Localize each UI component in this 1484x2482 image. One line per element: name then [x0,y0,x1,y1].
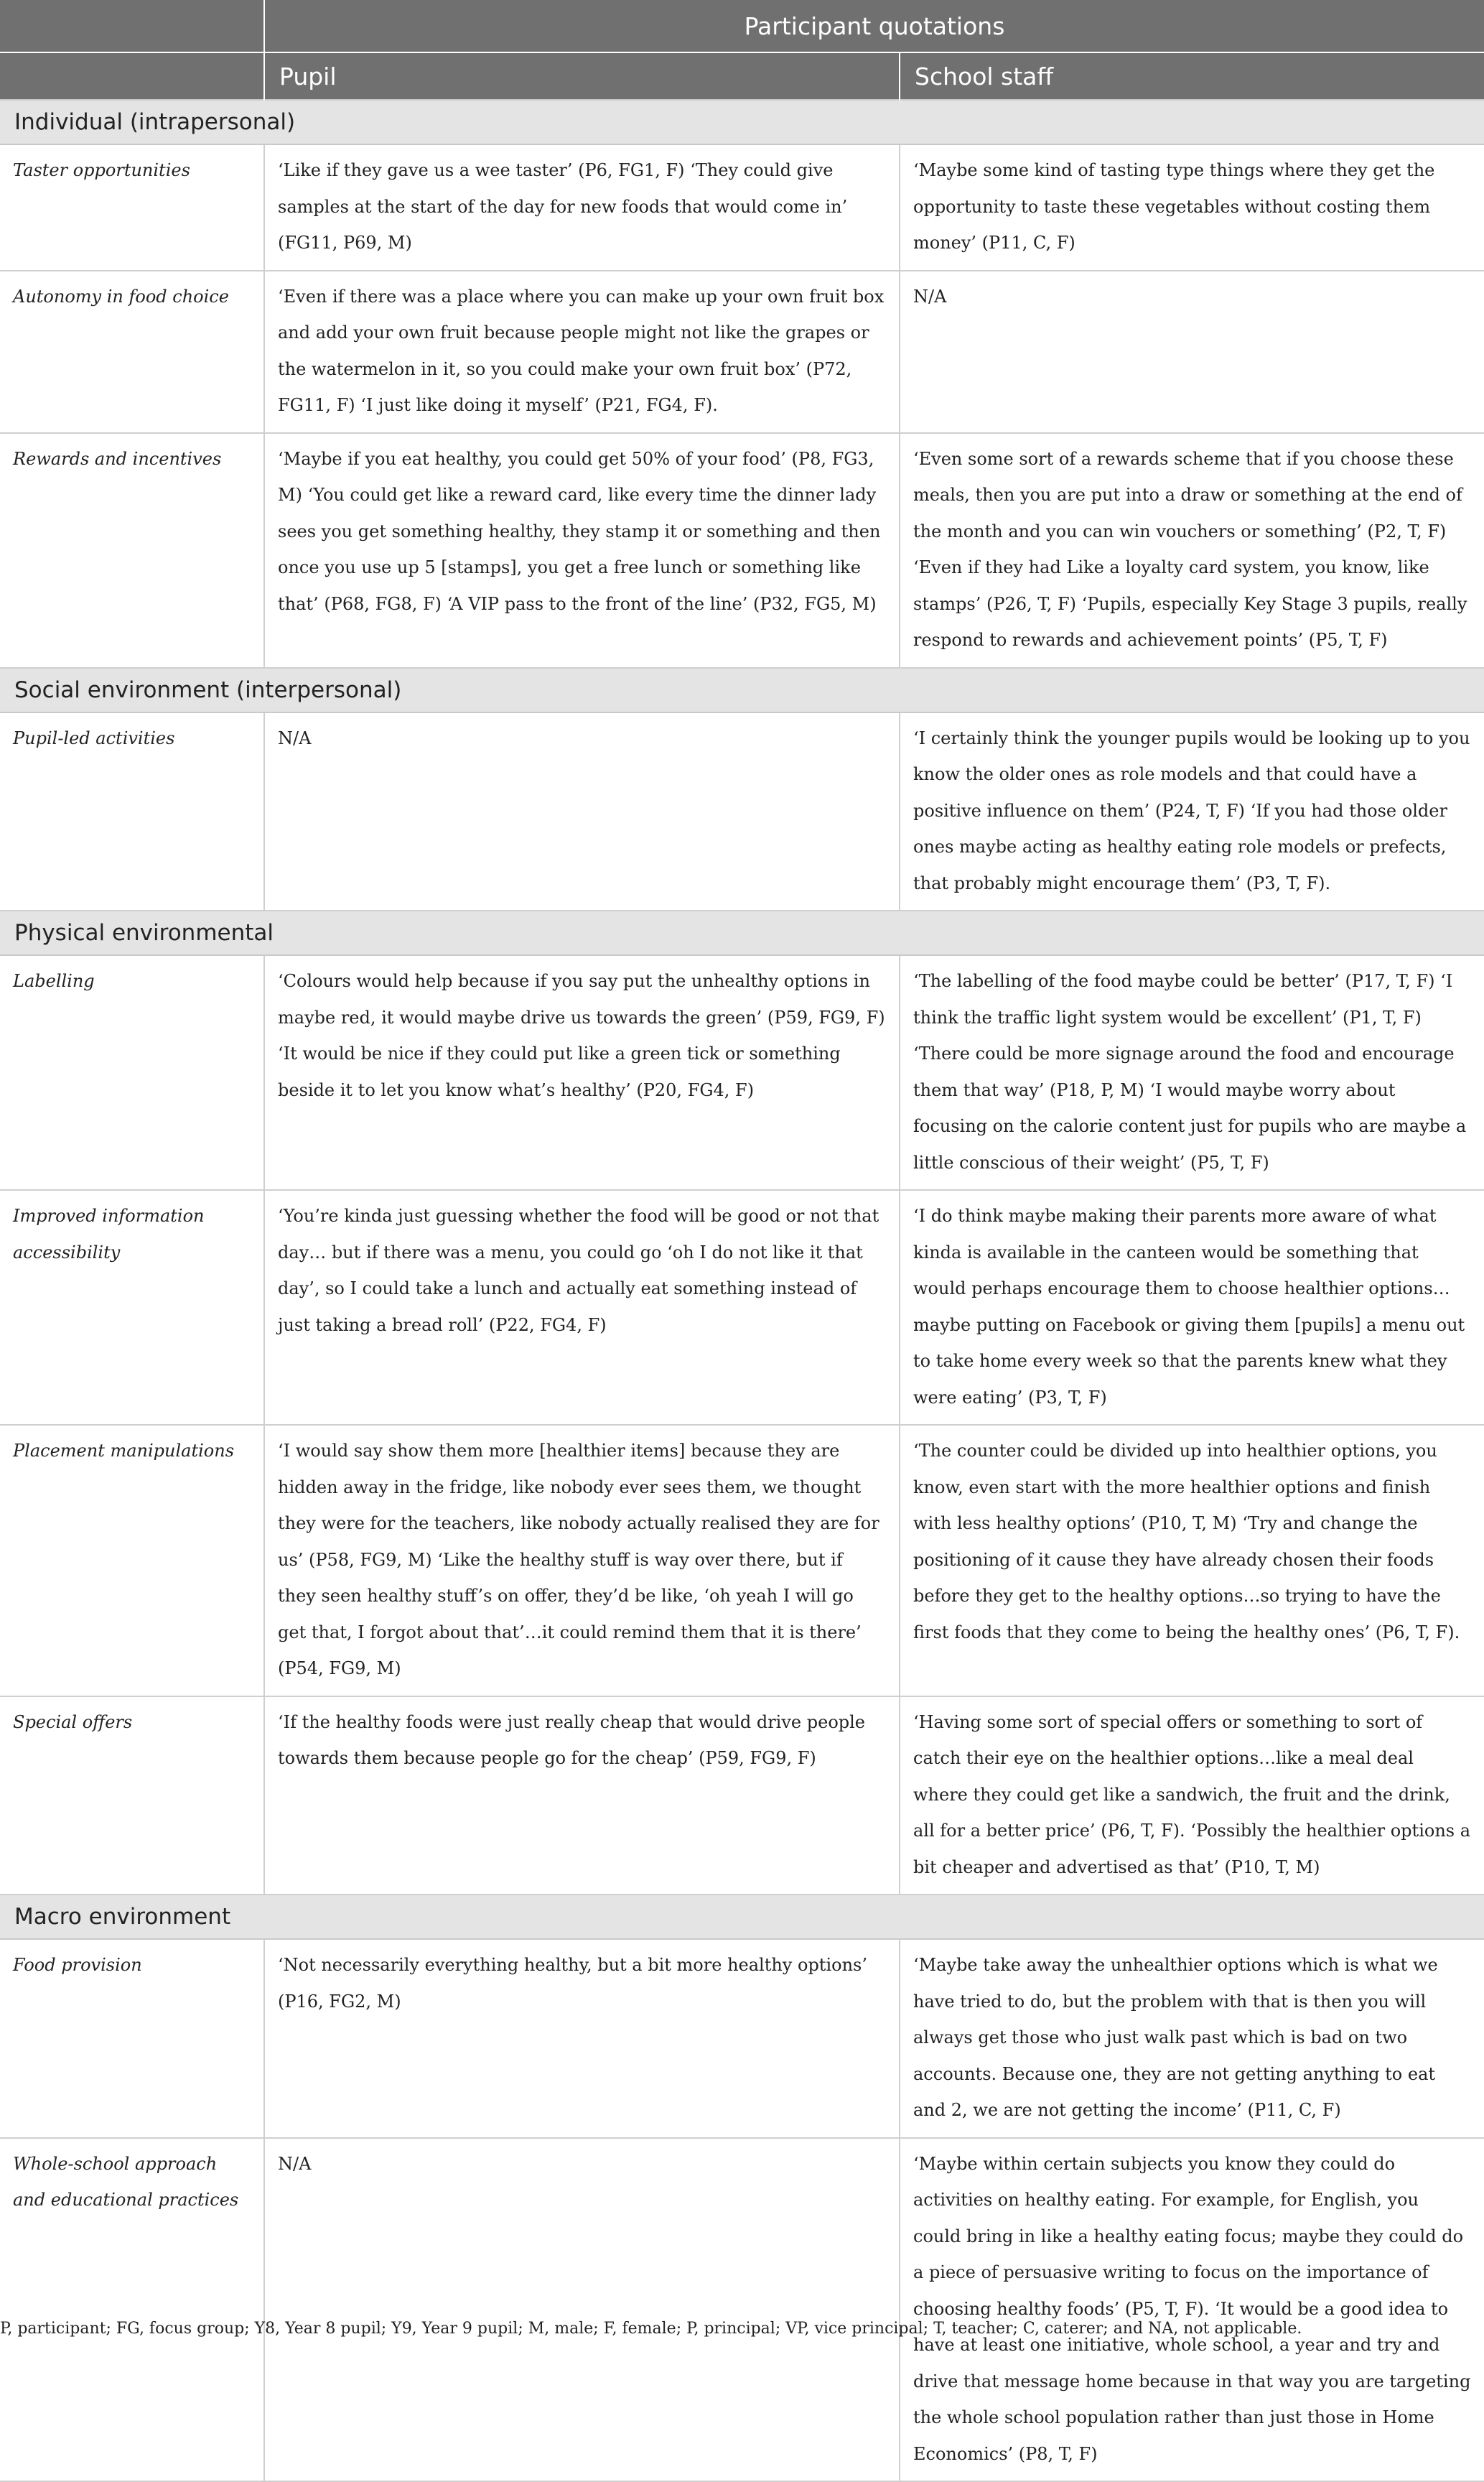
section-row [0,911,1484,955]
table-body [0,100,1484,2481]
header-corner [0,0,264,52]
section-row [0,1895,1484,1939]
table-footnote: P, participant; FG, focus group; Y8, Year 8 pupil; Y9, Year 9 pupil; M, male; F, female; P, principal; VP, vice principal; T, teacher; C, caterer; and NA, not applicable. [0,2320,1302,2338]
section-title: Individual (intrapersonal) [0,100,1484,144]
pupil-quote-cell: ‘Even if there was a place where you can make up your own fruit box and add your own fruit because people might not like the grapes or the watermelon in it, so you could make your own fruit box’ (P72, FG11, F) ‘I just like doing it myself’ (P21, FG4, F). [264,271,900,433]
pupil-quote-cell: N/A [264,712,900,911]
table-row [0,271,1484,433]
header-row-main [0,0,1484,52]
table-row [0,144,1484,271]
section-title: Physical environmental [0,911,1484,955]
staff-quote-cell: ‘The counter could be divided up into healthier options, you know, even start with the more healthier options and finish with less healthy options’ (P10, T, M) ‘Try and change the positioning of it cause they have already chosen their foods before they get to the healthy options…so trying to have the first foods that they come to being the healthy ones’ (P6, T, F). [900,1425,1484,1696]
theme-cell: Improved information accessibility [0,1190,264,1425]
table-row [0,1190,1484,1425]
table-row [0,1425,1484,1696]
theme-cell: Autonomy in food choice [0,271,264,433]
pupil-quote-cell: ‘Like if they gave us a wee taster’ (P6, FG1, F) ‘They could give samples at the start of the day for new foods that would come in’ (FG11, P69, M) [264,144,900,271]
pupil-quote-cell: ‘Not necessarily everything healthy, but a bit more healthy options’ (P16, FG2, M) [264,1939,900,2138]
staff-quote-cell: ‘Having some sort of special offers or something to sort of catch their eye on the healthier options…like a meal deal where they could get like a sandwich, the fruit and the drink, all for a better price’ (P6, T, F). ‘Possibly the healthier options a bit cheaper and advertised as that’ (P10, T, M) [900,1696,1484,1895]
theme-cell: Whole-school approach and educational practices [0,2138,264,2482]
theme-cell: Pupil-led activities [0,712,264,911]
pupil-quote-cell: ‘You’re kinda just guessing whether the food will be good or not that day… but if there was a menu, you could go ‘oh I do not like it that day’, so I could take a lunch and actually eat something instead of just taking a bread roll’ (P22, FG4, F) [264,1190,900,1425]
header-participant-quotations: Participant quotations [264,0,1484,52]
pupil-quote-cell: ‘I would say show them more [healthier items] because they are hidden away in the fridge, like nobody ever sees them, we thought they were for the teachers, like nobody actually realised they are for us’ (P58, FG9, M) ‘Like the healthy stuff is way over there, but if they seen healthy stuff’s on offer, they’d be like, ‘oh yeah I will go get that, I forgot about that’…it could remind them that it is there’ (P54, FG9, M) [264,1425,900,1696]
section-row [0,668,1484,712]
table-row [0,1696,1484,1895]
pupil-quote-cell: ‘Maybe if you eat healthy, you could get 50% of your food’ (P8, FG3, M) ‘You could get like a reward card, like every time the dinner lady sees you get something healthy, they stamp it or something and then once you use up 5 [stamps], you get a free lunch or something like that’ (P68, FG8, F) ‘A VIP pass to the front of the line’ (P32, FG5, M) [264,433,900,668]
theme-cell: Labelling [0,955,264,1190]
section-title: Social environment (interpersonal) [0,668,1484,712]
section-title: Macro environment [0,1895,1484,1939]
staff-quote-cell: ‘Maybe within certain subjects you know they could do activities on healthy eating. For example, for English, you could bring in like a healthy eating focus; maybe they could do a piece of persuasive writing to focus on the importance of choosing healthy foods’ (P5, T, F). ‘It would be a good idea to have at least one initiative, whole school, a year and try and drive that message home because in that way you are targeting the whole school population rather than just those in Home Economics’ (P8, T, F) [900,2138,1484,2482]
theme-cell: Food provision [0,1939,264,2138]
staff-quote-cell: ‘Maybe take away the unhealthier options which is what we have tried to do, but the problem with that is then you will always get those who just walk past which is bad on two accounts. Because one, they are not getting anything to eat and 2, we are not getting the income’ (P11, C, F) [900,1939,1484,2138]
pupil-quote-cell: N/A [264,2138,900,2482]
table-row [0,712,1484,911]
table-row [0,1939,1484,2138]
staff-quote-cell: ‘The labelling of the food maybe could be better’ (P17, T, F) ‘I think the traffic light system would be excellent’ (P1, T, F) ‘There could be more signage around the food and encourage them that way’ (P18, P, M) ‘I would maybe worry about focusing on the calorie content just for pupils who are maybe a little conscious of their weight’ (P5, T, F) [900,955,1484,1190]
theme-cell: Rewards and incentives [0,433,264,668]
pupil-quote-cell: ‘Colours would help because if you say put the unhealthy options in maybe red, it would maybe drive us towards the green’ (P59, FG9, F) ‘It would be nice if they could put like a green tick or something beside it to let you know what’s healthy’ (P20, FG4, F) [264,955,900,1190]
table-row [0,433,1484,668]
theme-cell: Placement manipulations [0,1425,264,1696]
table-row [0,2138,1484,2482]
header-theme-blank [0,52,264,100]
table-row [0,955,1484,1190]
staff-quote-cell: ‘I certainly think the younger pupils would be looking up to you know the older ones as role models and that could have a positive influence on them’ (P24, T, F) ‘If you had those older ones maybe acting as healthy eating role models or prefects, that probably might encourage them’ (P3, T, F). [900,712,1484,911]
staff-quote-cell: N/A [900,271,1484,433]
staff-quote-cell: ‘Even some sort of a rewards scheme that if you choose these meals, then you are put into a draw or something at the end of the month and you can win vouchers or something’ (P2, T, F) ‘Even if they had Like a loyalty card system, you know, like stamps’ (P26, T, F) ‘Pupils, especially Key Stage 3 pupils, really respond to rewards and achievement points’ (P5, T, F) [900,433,1484,668]
section-row [0,100,1484,144]
staff-quote-cell: ‘I do think maybe making their parents more aware of what kinda is available in the canteen would be something that would perhaps encourage them to choose healthier options…maybe putting on Facebook or giving them [pupils] a menu out to take home every week so that the parents knew what they were eating’ (P3, T, F) [900,1190,1484,1425]
theme-cell: Taster opportunities [0,144,264,271]
header-row-sub [0,52,1484,100]
header-pupil: Pupil [264,52,900,100]
theme-cell: Special offers [0,1696,264,1895]
pupil-quote-cell: ‘If the healthy foods were just really cheap that would drive people towards them because people go for the cheap’ (P59, FG9, F) [264,1696,900,1895]
header-school-staff: School staff [900,52,1484,100]
staff-quote-cell: ‘Maybe some kind of tasting type things where they get the opportunity to taste these vegetables without costing them money’ (P11, C, F) [900,144,1484,271]
